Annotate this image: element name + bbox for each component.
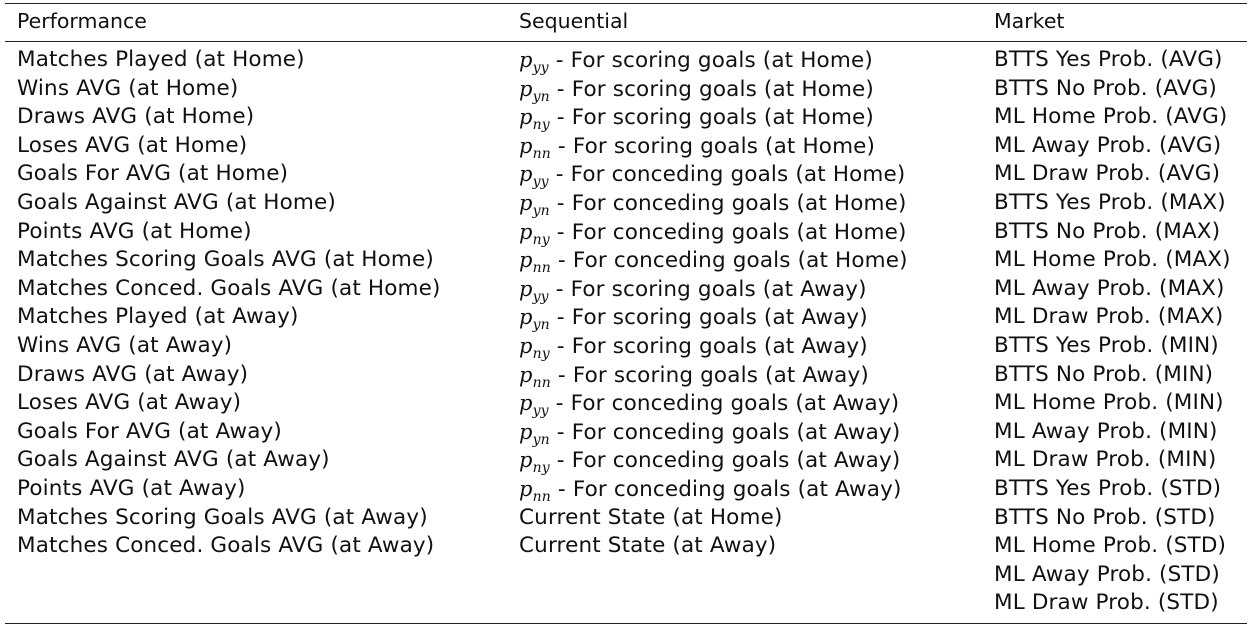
sequential-description: - For conceding goals (at Away) [549, 419, 901, 445]
sequential-feature [519, 446, 908, 475]
sequential-description: - For scoring goals (at Away) [550, 362, 869, 388]
market-feature: ML Away Prob. (MAX) [994, 275, 1225, 301]
probability-subscript: ny [532, 345, 550, 362]
market-header: Market [994, 9, 1065, 33]
table-bottom-rule [5, 623, 1247, 624]
sequential-feature [519, 389, 908, 418]
sequential-feature [519, 218, 908, 247]
probability-symbol: p [519, 448, 533, 473]
performance-feature: Matches Scoring Goals AVG (at Home) [17, 247, 434, 273]
market-feature: BTTS Yes Prob. (STD) [994, 475, 1222, 501]
market-feature: ML Away Prob. (MIN) [994, 418, 1218, 444]
market-feature: BTTS Yes Prob. (MIN) [994, 332, 1219, 358]
sequential-description: - For scoring goals (at Away) [549, 305, 868, 331]
probability-symbol: p [519, 476, 533, 501]
probability-symbol: p [519, 391, 533, 416]
feature-table [5, 0, 1247, 629]
probability-symbol: p [519, 305, 533, 330]
probability-symbol: p [519, 276, 533, 301]
market-list [994, 46, 1231, 618]
sequential-feature [519, 189, 908, 218]
sequential-feature [519, 275, 908, 304]
probability-subscript: yn [532, 317, 550, 334]
performance-feature: Goals For AVG (at Home) [17, 161, 289, 187]
probability-symbol: p [519, 219, 533, 244]
probability-subscript: nn [532, 374, 551, 391]
sequential-feature [519, 475, 908, 504]
sequential-feature [519, 46, 908, 75]
probability-subscript: ny [532, 231, 550, 248]
probability-subscript: yy [532, 174, 549, 191]
performance-feature: Draws AVG (at Home) [17, 104, 255, 130]
probability-subscript: yn [532, 431, 550, 448]
probability-subscript: yn [532, 202, 550, 219]
sequential-description: - For scoring goals (at Home) [548, 48, 873, 73]
sequential-description: - For conceding goals (at Home) [548, 162, 906, 188]
sequential-description: - For conceding goals (at Home) [549, 219, 907, 245]
sequential-description: - For scoring goals (at Away) [548, 276, 867, 302]
probability-symbol: p [519, 105, 533, 130]
sequential-feature [519, 75, 908, 104]
probability-symbol: p [519, 419, 533, 444]
market-feature: ML Home Prob. (AVG) [994, 104, 1228, 130]
probability-symbol: p [519, 333, 533, 358]
probability-symbol: p [519, 133, 533, 158]
market-feature: BTTS No Prob. (AVG) [994, 75, 1217, 101]
probability-symbol: p [519, 248, 533, 273]
probability-subscript: ny [532, 117, 550, 134]
sequential-description: - For conceding goals (at Away) [549, 448, 901, 474]
performance-feature: Points AVG (at Away) [17, 475, 246, 501]
probability-symbol: p [519, 162, 533, 187]
sequential-description: - For scoring goals (at Away) [549, 333, 868, 359]
performance-feature: Matches Conced. Goals AVG (at Away) [17, 533, 435, 559]
sequential-feature [519, 332, 908, 361]
sequential-feature [519, 418, 908, 447]
performance-feature: Matches Played (at Away) [17, 304, 299, 330]
probability-subscript: yy [532, 403, 549, 420]
table-top-rule [5, 3, 1247, 4]
market-feature: BTTS Yes Prob. (AVG) [994, 47, 1223, 72]
performance-feature: Points AVG (at Home) [17, 218, 252, 244]
sequential-description: - For scoring goals (at Home) [549, 76, 874, 102]
performance-feature: Matches Played (at Home) [17, 47, 305, 72]
probability-subscript: nn [532, 488, 551, 505]
performance-feature: Loses AVG (at Home) [17, 132, 248, 158]
probability-subscript: yy [532, 60, 549, 76]
table-header-rule [5, 41, 1247, 42]
performance-feature: Matches Scoring Goals AVG (at Away) [17, 504, 428, 530]
probability-subscript: nn [532, 145, 551, 162]
sequential-feature [519, 303, 908, 332]
probability-symbol: p [519, 76, 533, 101]
performance-header: Performance [17, 9, 147, 33]
sequential-feature [519, 246, 908, 275]
market-feature: ML Home Prob. (MIN) [994, 390, 1224, 416]
performance-feature: Loses AVG (at Away) [17, 390, 242, 416]
performance-feature: Goals Against AVG (at Home) [17, 189, 336, 215]
sequential-description: - For conceding goals (at Away) [548, 391, 900, 417]
market-feature: ML Home Prob. (MAX) [994, 247, 1231, 273]
market-feature: ML Home Prob. (STD) [994, 533, 1227, 559]
probability-symbol: p [519, 48, 533, 72]
sequential-description: - For conceding goals (at Away) [550, 476, 902, 502]
market-feature: ML Away Prob. (AVG) [994, 132, 1222, 158]
performance-feature: Draws AVG (at Away) [17, 361, 249, 387]
performance-feature: Wins AVG (at Home) [17, 75, 239, 101]
market-feature: ML Draw Prob. (STD) [994, 590, 1219, 616]
market-feature: ML Draw Prob. (AVG) [994, 161, 1221, 187]
sequential-description: - For conceding goals (at Home) [549, 190, 907, 216]
market-feature: BTTS Yes Prob. (MAX) [994, 189, 1226, 215]
sequential-feature [519, 103, 908, 132]
probability-subscript: nn [532, 260, 551, 277]
sequential-feature [519, 160, 908, 189]
performance-feature: Goals For AVG (at Away) [17, 418, 282, 444]
sequential-feature [519, 532, 908, 561]
sequential-feature [519, 132, 908, 161]
sequential-description: - For conceding goals (at Home) [550, 248, 908, 274]
sequential-feature [519, 504, 908, 533]
performance-list [17, 46, 441, 561]
performance-feature: Goals Against AVG (at Away) [17, 447, 330, 473]
performance-feature: Matches Conced. Goals AVG (at Home) [17, 275, 441, 301]
market-feature: BTTS No Prob. (STD) [994, 504, 1216, 530]
performance-feature: Wins AVG (at Away) [17, 332, 233, 358]
market-feature: BTTS No Prob. (MAX) [994, 218, 1221, 244]
market-feature: ML Draw Prob. (MIN) [994, 447, 1217, 473]
sequential-list [519, 46, 908, 561]
probability-symbol: p [519, 362, 533, 387]
sequential-description: Current State (at Home) [519, 504, 783, 530]
market-feature: ML Away Prob. (STD) [994, 561, 1220, 587]
market-feature: BTTS No Prob. (MIN) [994, 361, 1214, 387]
probability-subscript: yn [532, 88, 550, 105]
probability-symbol: p [519, 190, 533, 215]
sequential-header: Sequential [519, 9, 629, 33]
probability-subscript: yy [532, 288, 549, 305]
sequential-feature [519, 361, 908, 390]
sequential-description: Current State (at Away) [519, 533, 777, 559]
sequential-description: - For scoring goals (at Home) [549, 105, 874, 131]
market-feature: ML Draw Prob. (MAX) [994, 304, 1224, 330]
probability-subscript: ny [532, 460, 550, 477]
sequential-description: - For scoring goals (at Home) [550, 133, 876, 159]
